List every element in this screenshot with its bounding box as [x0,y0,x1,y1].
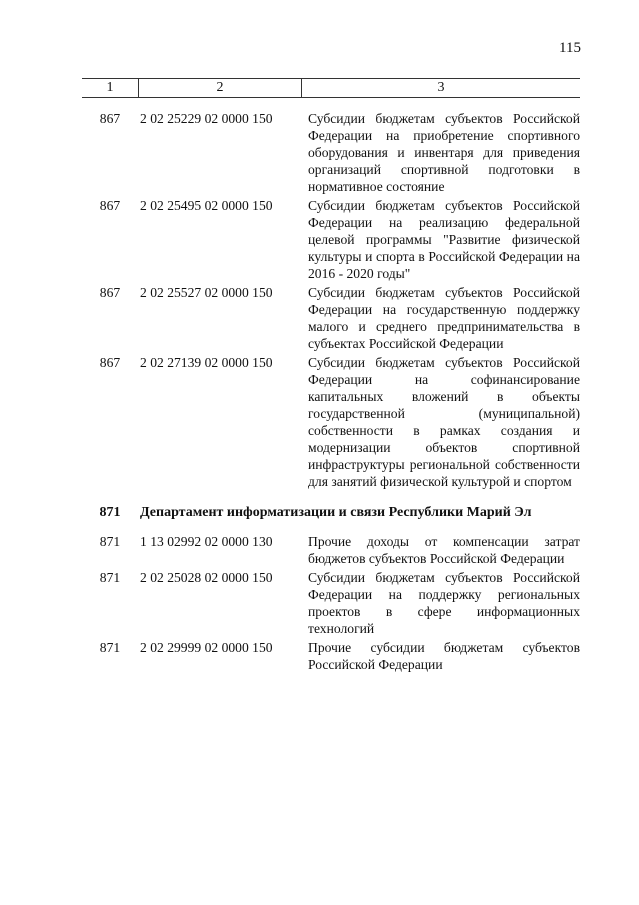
header-col-2: 2 [139,79,302,97]
income-description: Субсидии бюджетам субъектов Российской Федерации на приобретение спортивного оборудования и инвентаря для приведения организаций спортивной подготовки в нормативное состояние [308,111,580,194]
table-row [82,110,580,195]
budget-code: 1 13 02992 02 0000 130 [140,534,273,549]
budget-code: 2 02 25229 02 0000 150 [140,111,273,126]
department-name: Департамент информатизации и связи Республики Марий Эл [140,505,532,520]
income-description: Субсидии бюджетам субъектов Российской Федерации на реализацию федеральной целевой программы "Развитие физической культуры и спорта в Российской Федерации на 2016 - 2020 годы" [308,198,580,281]
header-col-1: 1 [82,79,139,97]
table-row [82,284,580,352]
income-description: Субсидии бюджетам субъектов Российской Федерации на государственную поддержку малого и среднего предпринимательства в субъектах Российской Федерации [308,285,580,351]
budget-code: 2 02 27139 02 0000 150 [140,355,273,370]
budget-code: 2 02 25527 02 0000 150 [140,285,273,300]
table-header [82,78,580,98]
admin-code: 867 [99,198,121,213]
income-description: Прочие доходы от компенсации затрат бюджетов субъектов Российской Федерации [308,534,580,566]
budget-code: 2 02 25028 02 0000 150 [140,570,273,585]
department-admin-code: 871 [99,505,121,520]
income-description: Прочие субсидии бюджетам субъектов Российской Федерации [308,640,580,672]
table-row [82,569,580,637]
table-row [82,533,580,567]
income-description: Субсидии бюджетам субъектов Российской Федерации на поддержку региональных проектов в сфере информационных технологий [308,570,580,636]
table-row [82,354,580,490]
admin-code: 871 [99,570,121,585]
table-row [82,197,580,282]
income-description: Субсидии бюджетам субъектов Российской Федерации на софинансирование капитальных вложений в объекты государственной (муниципальной) собственности в рамках создания и модернизации объектов спортивной инфраструктуры региональной собственности для занятий физической культурой и спортом [308,355,580,489]
table-row [82,639,580,673]
page-number: 115 [559,40,581,56]
admin-code: 867 [99,355,121,370]
header-col-3: 3 [437,80,445,95]
budget-code: 2 02 29999 02 0000 150 [140,640,273,655]
admin-code: 871 [99,534,121,549]
budget-code: 2 02 25495 02 0000 150 [140,198,273,213]
admin-code: 871 [99,640,121,655]
admin-code: 867 [99,111,121,126]
table-body [82,110,580,673]
department-row [82,504,580,521]
admin-code: 867 [99,285,121,300]
